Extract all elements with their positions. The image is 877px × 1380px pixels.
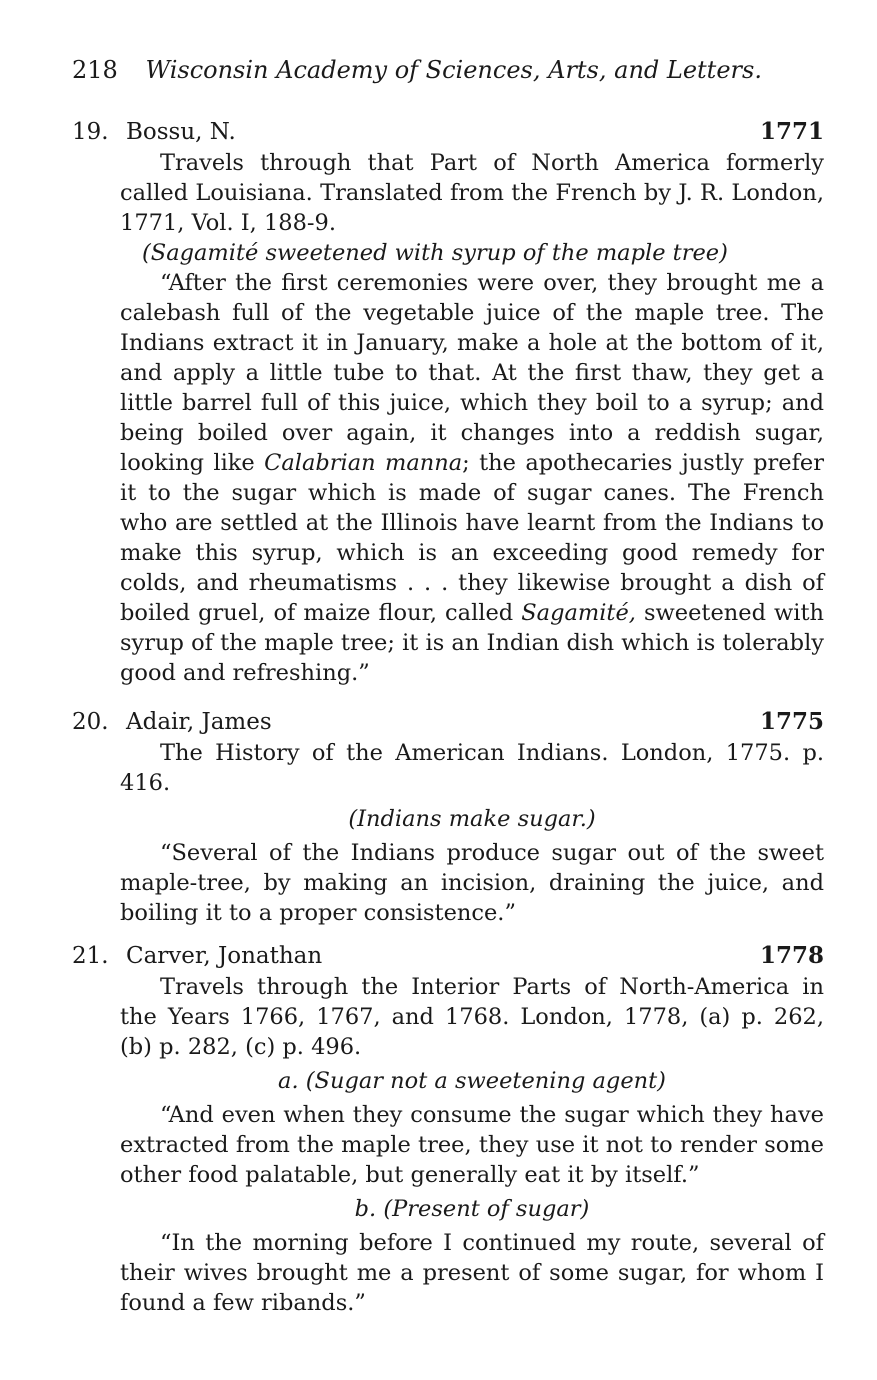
entry-header (72, 940, 824, 972)
entry-header (72, 706, 824, 738)
entry-topic-a: a. (Sugar not a sweetening agent) (278, 1068, 666, 1094)
quote-italic-term: Sagamité, (521, 600, 636, 626)
entry-citation: Travels through that Part of North America formerly called Louisiana. Translated from the French by J. R. London, 1771, Vol. I, 188-9. (120, 150, 824, 236)
entry-number: 20. (72, 709, 109, 735)
entry-author: Carver, Jonathan (126, 943, 323, 969)
entry-citation: The History of the American Indians. London, 1775. p. 416. (120, 740, 824, 796)
quote-text: “After the first ceremonies were over, they brought me a calebash full of the vegetable juice of the maple tree. The Indians extract it in January, make a hole at the bottom of it, and apply a little tube to that. At the first thaw, they get a little barrel full of this juice, which they boil to a syrup; and being boiled over again, it changes into a reddish sugar, looking like (120, 270, 824, 476)
entry-topic-b: b. (Present of sugar) (354, 1196, 590, 1222)
entry-quote (72, 268, 824, 688)
entry-author: Bossu, N. (126, 119, 236, 145)
running-head (72, 54, 772, 86)
entry-quote-a: “And even when they consume the sugar which they have extracted from the maple tree, they use it not to render some other food palatable, but generally eat it by itself.” (120, 1102, 824, 1188)
page-number: 218 (72, 56, 118, 84)
entry-number: 19. (72, 119, 109, 145)
entry-year: 1775 (759, 708, 824, 735)
quote-text: sweetened with syrup of the maple tree; it is an Indian dish which is tolerably good and refreshing.” (120, 600, 824, 686)
quote-italic-term: Calabrian manna (264, 450, 463, 476)
entry-number: 21. (72, 943, 109, 969)
entry-topic: (Sagamité sweetened with syrup of the maple tree) (142, 240, 728, 266)
entry-author: Adair, James (126, 709, 272, 735)
entry-quote: “Several of the Indians produce sugar out of the sweet maple-tree, by making an incision, draining the juice, and boiling it to a proper consistence.” (120, 840, 824, 926)
entry-citation: Travels through the Interior Parts of North-America in the Years 1766, 1767, and 1768. London, 1778, (a) p. 262, (b) p. 282, (c) p. 496. (120, 974, 824, 1060)
entry-year: 1778 (759, 942, 824, 969)
bibliography-entry-20 (72, 706, 824, 928)
bibliography-entry-21 (72, 940, 824, 1318)
journal-title: Wisconsin Academy of Sciences, Arts, and Letters. (145, 56, 762, 84)
quote-text: ; the apothecaries justly prefer it to the sugar which is made of sugar canes. The French who are settled at the Illinois have learnt from the Indians to make this syrup, which is an exceeding good remedy for colds, and rheumatisms . . . they likewise brought a dish of boiled gruel, of maize flour, called (120, 450, 824, 626)
entry-quote-b: “In the morning before I continued my route, several of their wives brought me a present of some sugar, for whom I found a few ribands.” (120, 1230, 824, 1316)
entry-topic: (Indians make sugar.) (348, 806, 596, 832)
entry-header (72, 116, 824, 148)
entry-year: 1771 (759, 118, 824, 145)
bibliography-entry-19 (72, 116, 824, 688)
